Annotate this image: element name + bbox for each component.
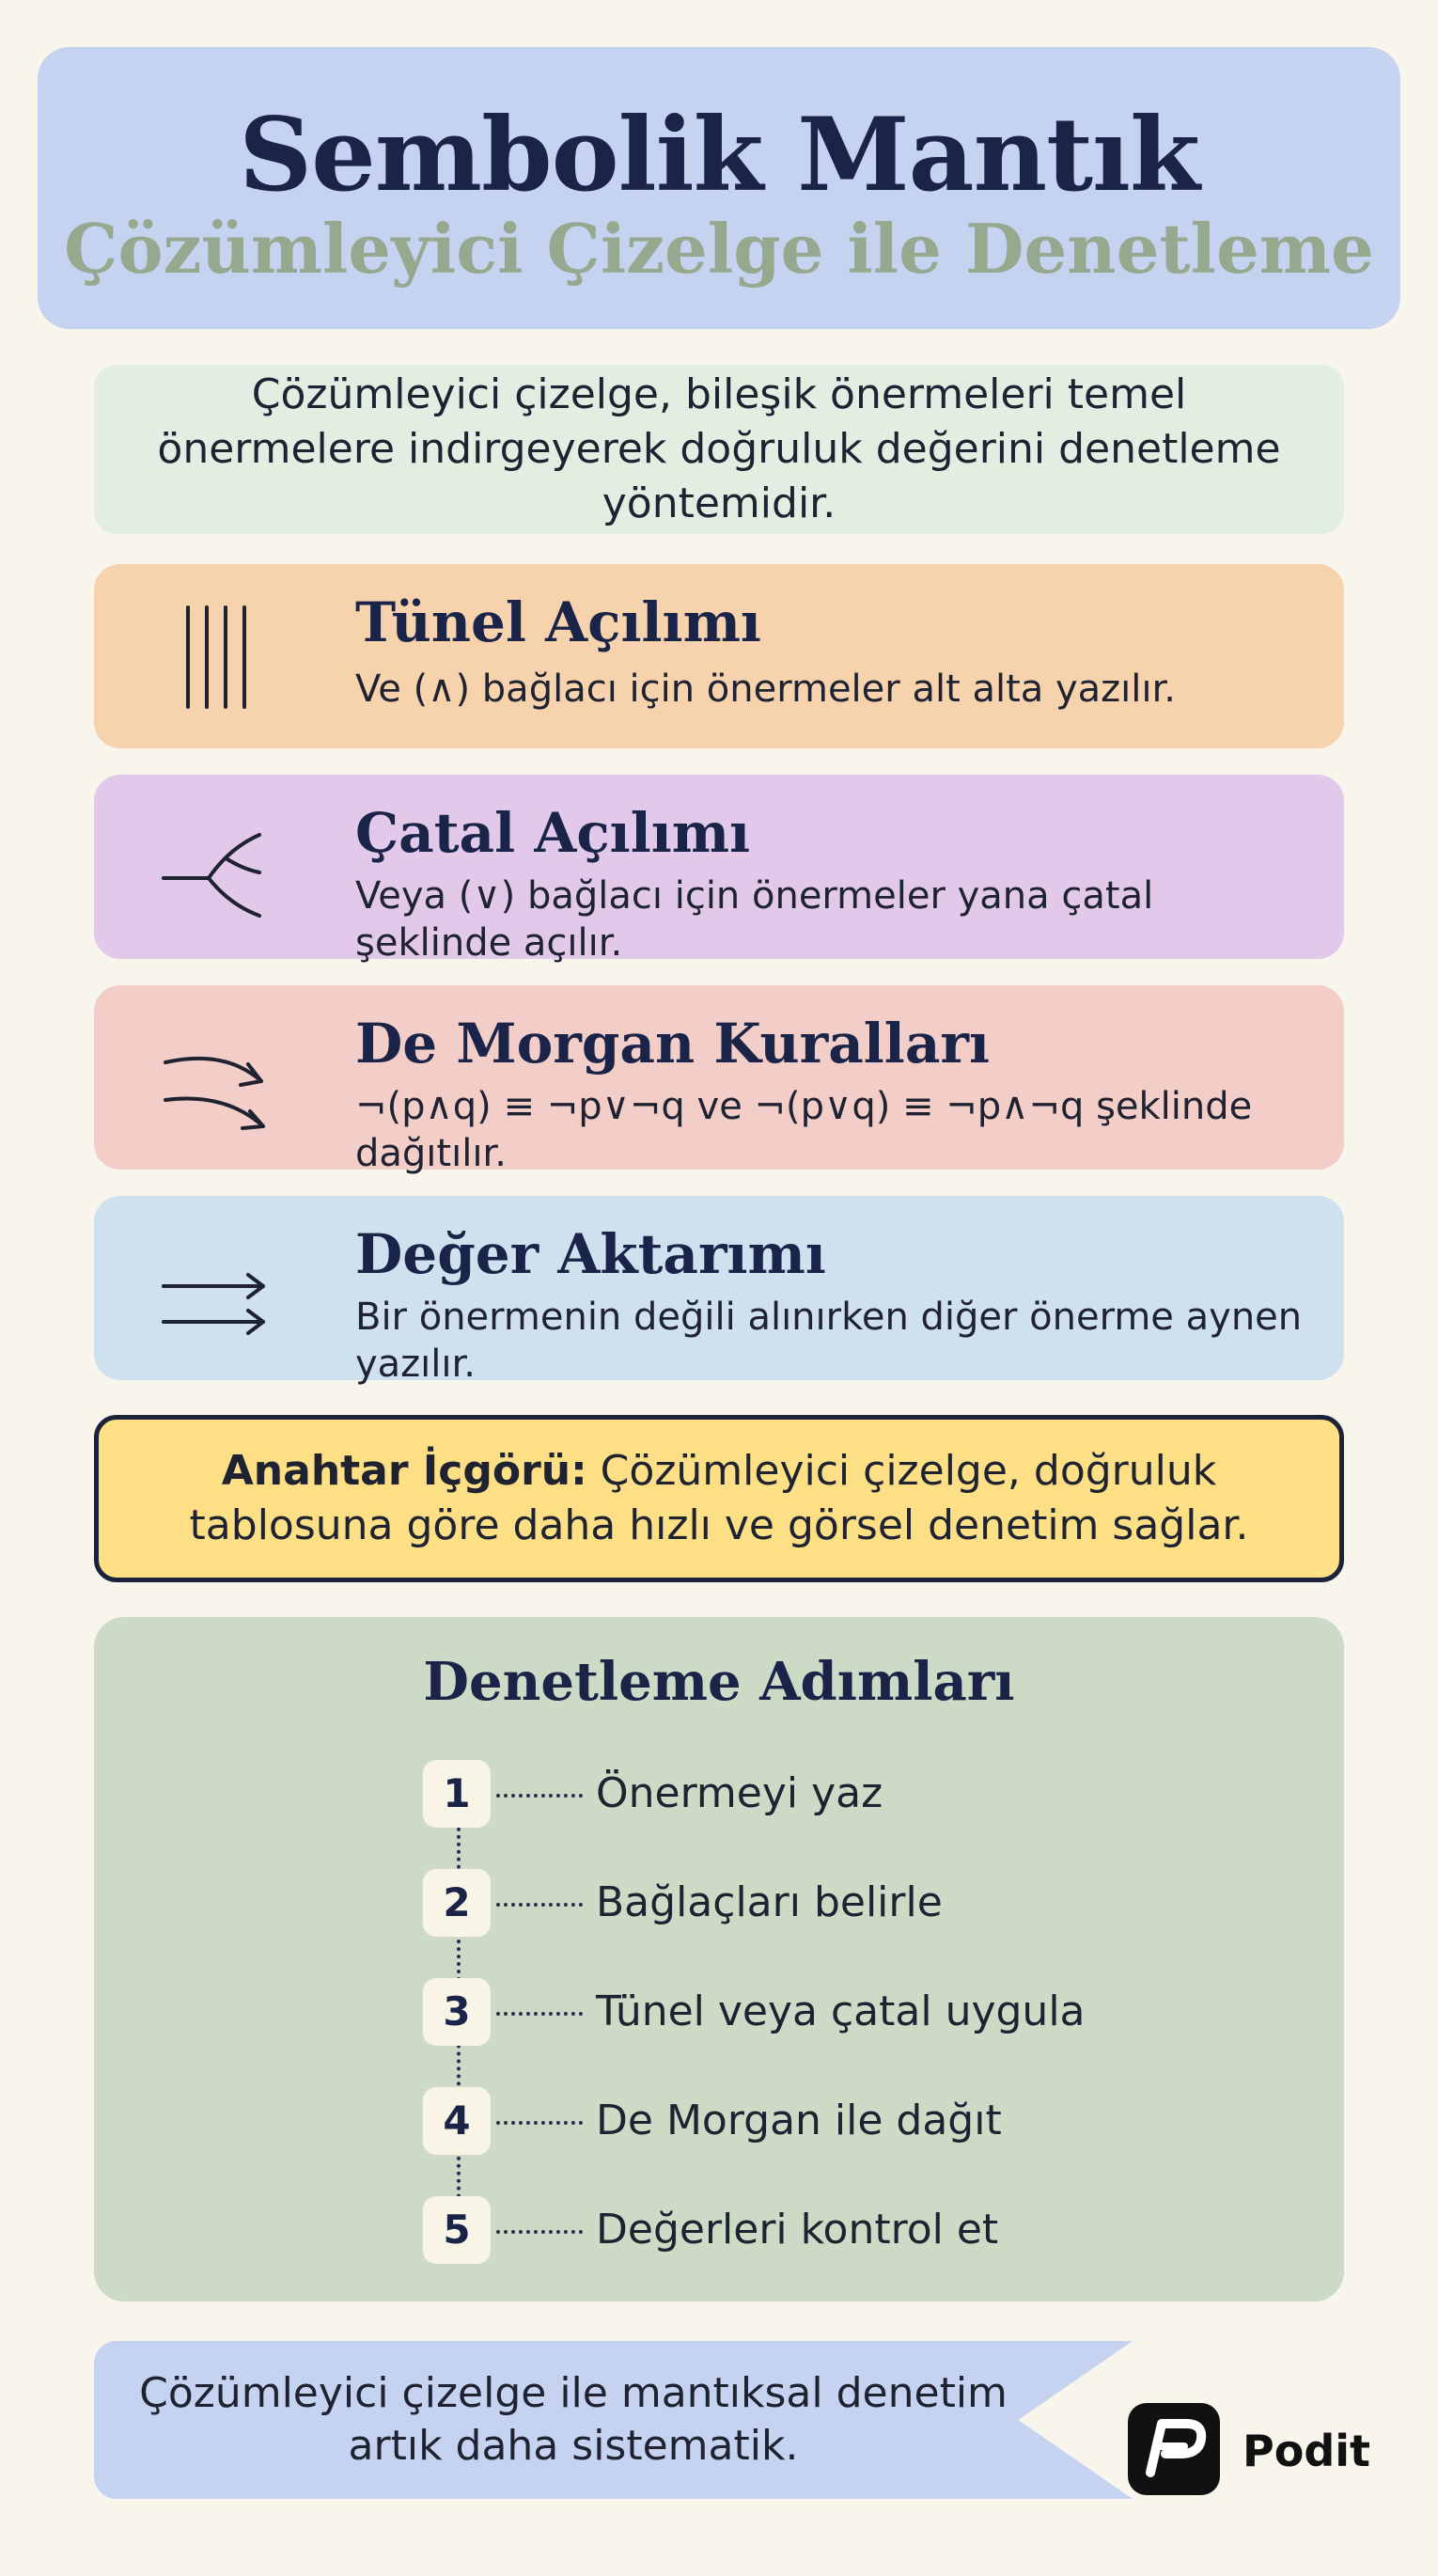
step-text: De Morgan ile dağıt (596, 2097, 1002, 2144)
concept-desc: Veya (∨) bağlacı için önermeler yana çatal şeklinde açılır. (355, 874, 1154, 965)
concept-title: Çatal Açılımı (355, 801, 751, 865)
concept-title: De Morgan Kuralları (355, 1012, 991, 1076)
key-insight-body: Çözümleyici çizelge, doğruluk tablosuna göre daha hızlı ve görsel denetim sağlar. (189, 1447, 1249, 1549)
step-number: 2 (423, 1869, 491, 1937)
key-insight-box (94, 1415, 1344, 1582)
key-insight-label: Anahtar İçgörü: (221, 1447, 587, 1495)
page-title: Sembolik Mantık (239, 96, 1199, 214)
page-subtitle: Çözümleyici Çizelge ile Denetleme (64, 209, 1374, 289)
step-text: Önermeyi yaz (596, 1769, 883, 1817)
step-dots (496, 1794, 583, 1798)
step-item (423, 2196, 1269, 2268)
steps-title: Denetleme Adımları (423, 1651, 1015, 1713)
title-card (38, 47, 1400, 329)
step-dots (496, 2012, 583, 2016)
step-item (423, 1978, 1269, 2050)
brand-name: Podit (1243, 2426, 1371, 2476)
step-text: Değerleri kontrol et (596, 2206, 999, 2254)
step-item (423, 1869, 1269, 1940)
footer-text: Çözümleyici çizelge ile mantıksal denetim artık daha sistematik. (139, 2369, 1008, 2470)
step-text: Bağlaçları belirle (596, 1878, 943, 1926)
step-number: 3 (423, 1978, 491, 2046)
concept-desc: Ve (∧) bağlacı için önermeler alt alta yazılır. (355, 668, 1177, 711)
concept-card-deger-aktarimi (94, 1196, 1344, 1386)
brand-logo-icon (1128, 2403, 1220, 2495)
double-arrow-icon (150, 1232, 291, 1344)
step-number: 5 (423, 2196, 491, 2264)
step-dots (496, 2230, 583, 2234)
vertical-lines-icon (150, 600, 291, 713)
concept-title: Değer Aktarımı (355, 1222, 826, 1286)
step-item (423, 1760, 1269, 1831)
steps-card (94, 1617, 1344, 2301)
step-dots (496, 1903, 583, 1907)
concept-card-tunel (94, 564, 1344, 748)
step-text: Tünel veya çatal uygula (596, 1987, 1086, 2035)
step-number: 4 (423, 2087, 491, 2155)
step-item (423, 2087, 1269, 2159)
key-insight-text (136, 1444, 1302, 1553)
concept-title: Tünel Açılımı (355, 590, 761, 654)
concept-desc: Bir önermenin değili alınırken diğer önerme aynen yazılır. (355, 1296, 1303, 1386)
step-number: 1 (423, 1760, 491, 1828)
concept-card-catal (94, 775, 1344, 965)
podit-logo-icon (1128, 2403, 1220, 2495)
concept-card-de-morgan (94, 985, 1344, 1175)
fork-icon (150, 810, 291, 923)
step-dots (496, 2121, 583, 2125)
intro-text: Çözümleyici çizelge, bileşik önermeleri temel önermelere indirgeyerek doğruluk değerini denetleme yöntemidir. (94, 365, 1344, 534)
concept-desc: ¬(p∧q) ≡ ¬p∨¬q ve ¬(p∨q) ≡ ¬p∧¬q şeklinde dağıtılır. (355, 1085, 1253, 1175)
curved-arrows-icon (150, 1021, 291, 1134)
